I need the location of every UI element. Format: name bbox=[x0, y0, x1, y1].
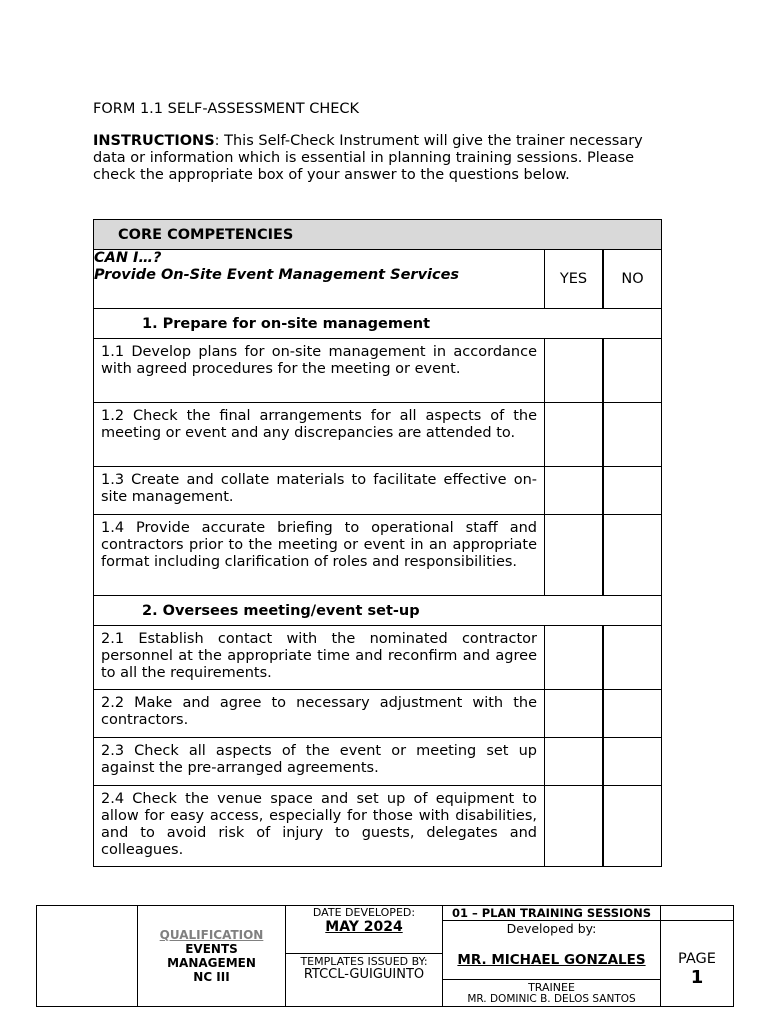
core-competencies-header: CORE COMPETENCIES bbox=[94, 220, 662, 250]
instructions-label: INSTRUCTIONS bbox=[93, 133, 215, 149]
date-developed-value: MAY 2024 bbox=[325, 919, 403, 935]
checklist-item-1-2: 1.2 Check the final arrangements for all aspects of the meeting or event and any discrepancies are attended to. bbox=[94, 403, 545, 467]
no-checkbox-1-4[interactable] bbox=[603, 515, 662, 596]
no-column-header: NO bbox=[603, 250, 662, 309]
no-checkbox-1-2[interactable] bbox=[603, 403, 662, 467]
yes-column-header: YES bbox=[545, 250, 604, 309]
section-title-1: 1. Prepare for on-site management bbox=[94, 309, 662, 339]
yes-checkbox-1-2[interactable] bbox=[545, 403, 604, 467]
templates-issued-value: RTCCL-GUIGUINTO bbox=[303, 967, 425, 982]
no-checkbox-2-4[interactable] bbox=[603, 786, 662, 867]
yes-checkbox-1-4[interactable] bbox=[545, 515, 604, 596]
footer-logo-cell bbox=[37, 906, 138, 1006]
section-title-2: 2. Oversees meeting/event set-up bbox=[94, 596, 662, 626]
competency-title: Provide On-Site Event Management Services bbox=[94, 267, 460, 283]
footer-module-cell bbox=[443, 906, 661, 1006]
qualification-line-3: NC III bbox=[193, 970, 230, 984]
yes-checkbox-2-1[interactable] bbox=[545, 626, 604, 690]
checklist-item-1-4: 1.4 Provide accurate briefing to operational staff and contractors prior to the meeting or event in an appropriate format including clarification of roles and responsibilities. bbox=[94, 515, 545, 596]
footer-qualification-cell bbox=[138, 906, 286, 1006]
checklist-item-1-1: 1.1 Develop plans for on-site management in accordance with agreed procedures for the meeting or event. bbox=[94, 339, 545, 403]
trainee-name: MR. DOMINIC B. DELOS SANTOS bbox=[467, 993, 636, 1005]
qualification-line-1: EVENTS bbox=[185, 942, 238, 956]
developed-by-label: Developed by: bbox=[506, 921, 597, 936]
document-footer bbox=[36, 905, 734, 1007]
no-checkbox-2-2[interactable] bbox=[603, 690, 662, 738]
module-title: 01 – PLAN TRAINING SESSIONS bbox=[443, 906, 660, 921]
developer-name: MR. MICHAEL GONZALES bbox=[457, 952, 646, 968]
instructions bbox=[93, 133, 653, 184]
checklist-item-2-2: 2.2 Make and agree to necessary adjustment with the contractors. bbox=[94, 690, 545, 738]
no-checkbox-1-3[interactable] bbox=[603, 467, 662, 515]
checklist-item-2-3: 2.3 Check all aspects of the event or meeting set up against the pre-arranged agreements. bbox=[94, 738, 545, 786]
qualification-label: QUALIFICATION bbox=[159, 928, 264, 942]
date-developed-label: DATE DEVELOPED: bbox=[312, 906, 416, 919]
page-label: PAGE bbox=[678, 951, 716, 967]
form-title: FORM 1.1 SELF-ASSESSMENT CHECK bbox=[93, 101, 360, 117]
page-number: 1 bbox=[690, 967, 704, 988]
competency-cell bbox=[94, 250, 545, 309]
self-check-table bbox=[93, 219, 662, 867]
yes-checkbox-2-3[interactable] bbox=[545, 738, 604, 786]
no-checkbox-1-1[interactable] bbox=[603, 339, 662, 403]
no-checkbox-2-1[interactable] bbox=[603, 626, 662, 690]
yes-checkbox-1-3[interactable] bbox=[545, 467, 604, 515]
checklist-item-1-3: 1.3 Create and collate materials to facilitate effective on-site management. bbox=[94, 467, 545, 515]
checklist-item-2-4: 2.4 Check the venue space and set up of equipment to allow for easy access, especially for those with disabilities, and to avoid risk of injury to guests, delegates and colleagues. bbox=[94, 786, 545, 867]
yes-checkbox-2-2[interactable] bbox=[545, 690, 604, 738]
checklist-item-2-1: 2.1 Establish contact with the nominated contractor personnel at the appropriate time and reconfirm and agree to all the requirements. bbox=[94, 626, 545, 690]
no-checkbox-2-3[interactable] bbox=[603, 738, 662, 786]
qualification-line-2: MANAGEMEN bbox=[167, 956, 256, 970]
instructions-text: : This Self-Check Instrument will give the trainer necessary data or information which is essential in planning training sessions. Please check the appropriate box of your answer to the questions below. bbox=[93, 133, 643, 183]
can-i-label: CAN I…? bbox=[94, 250, 162, 266]
templates-issued-label: TEMPLATES ISSUED BY: bbox=[300, 955, 428, 968]
footer-date-cell bbox=[286, 906, 443, 1006]
yes-checkbox-2-4[interactable] bbox=[545, 786, 604, 867]
yes-checkbox-1-1[interactable] bbox=[545, 339, 604, 403]
footer-page-cell bbox=[661, 920, 733, 1006]
trainee-label: TRAINEE bbox=[528, 981, 575, 994]
